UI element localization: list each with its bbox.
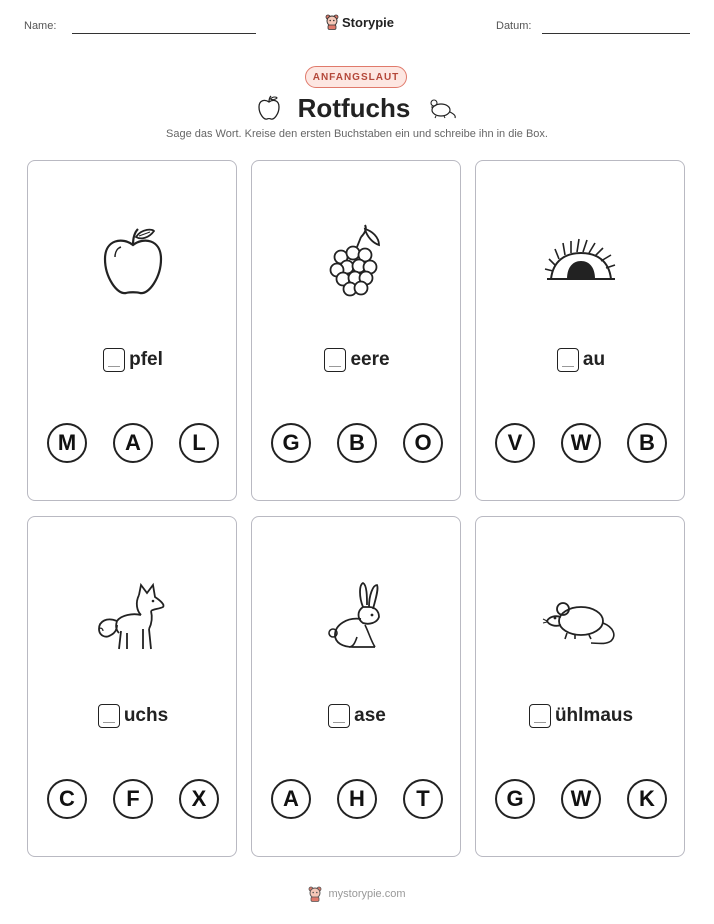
answer-box[interactable] [103, 348, 125, 372]
letter-option[interactable]: C [47, 779, 87, 819]
word-card [475, 516, 685, 857]
word-puzzle [252, 704, 462, 728]
letter-choices [47, 779, 219, 819]
word-puzzle [252, 348, 462, 372]
answer-box[interactable] [324, 348, 346, 372]
page-title: Rotfuchs [297, 92, 411, 123]
mouse-icon [426, 96, 458, 120]
letter-option[interactable]: T [403, 779, 443, 819]
footer [0, 886, 714, 902]
card-picture [476, 577, 686, 657]
grapes-icon [317, 221, 397, 301]
word-ending: uchs [123, 705, 169, 726]
word-ending: eere [350, 349, 390, 370]
word-ending: ase [354, 705, 386, 726]
burrow-icon [541, 221, 621, 301]
letter-choices [47, 423, 219, 463]
name-label: Name: [24, 20, 57, 32]
letter-option[interactable]: L [179, 423, 219, 463]
apple-icon [256, 94, 282, 122]
answer-box[interactable] [557, 348, 579, 372]
letter-option[interactable]: G [271, 423, 311, 463]
letter-choices [495, 423, 667, 463]
word-ending: ühlmaus [554, 705, 634, 726]
letter-option[interactable]: A [271, 779, 311, 819]
card-picture [476, 221, 686, 301]
card-picture [252, 577, 462, 657]
brand-name: Storypie [342, 14, 395, 30]
card-picture [28, 577, 238, 657]
word-puzzle [28, 348, 238, 372]
letter-choices [495, 779, 667, 819]
word-card [251, 516, 461, 857]
letter-option[interactable]: V [495, 423, 535, 463]
storypie-mascot-icon [325, 14, 339, 30]
card-picture [252, 221, 462, 301]
word-card [27, 160, 237, 501]
letter-option[interactable]: K [627, 779, 667, 819]
word-puzzle [28, 704, 238, 728]
word-ending: pfel [129, 349, 163, 370]
title-row [0, 91, 714, 125]
category-badge: ANFANGSLAUT [305, 66, 407, 88]
card-picture [28, 221, 238, 301]
letter-option[interactable]: X [179, 779, 219, 819]
letter-option[interactable]: A [113, 423, 153, 463]
date-label: Datum: [496, 20, 532, 32]
letter-option[interactable]: B [627, 423, 667, 463]
word-card [27, 516, 237, 857]
letter-option[interactable]: W [561, 779, 601, 819]
letter-choices [271, 423, 443, 463]
mouse-icon [541, 577, 621, 657]
word-puzzle [476, 704, 686, 728]
letter-option[interactable]: B [337, 423, 377, 463]
answer-box[interactable] [529, 704, 551, 728]
answer-box[interactable] [98, 704, 120, 728]
storypie-mascot-icon [308, 886, 322, 902]
letter-option[interactable]: F [113, 779, 153, 819]
letter-option[interactable]: H [337, 779, 377, 819]
instructions: Sage das Wort. Kreise den ersten Buchstaben ein und schreibe ihn in die Box. [166, 128, 548, 140]
letter-option[interactable]: O [403, 423, 443, 463]
apple-icon [93, 221, 173, 301]
rabbit-icon [317, 577, 397, 657]
brand-logo [325, 14, 394, 30]
letter-option[interactable]: M [47, 423, 87, 463]
letter-choices [271, 779, 443, 819]
date-line[interactable] [542, 33, 690, 34]
letter-option[interactable]: G [495, 779, 535, 819]
word-puzzle [476, 348, 686, 372]
footer-url[interactable]: mystorypie.com [328, 888, 406, 900]
word-card [475, 160, 685, 501]
name-line[interactable] [72, 33, 256, 34]
letter-option[interactable]: W [561, 423, 601, 463]
word-card [251, 160, 461, 501]
answer-box[interactable] [328, 704, 350, 728]
word-ending: au [582, 349, 606, 370]
fox-icon [93, 577, 173, 657]
